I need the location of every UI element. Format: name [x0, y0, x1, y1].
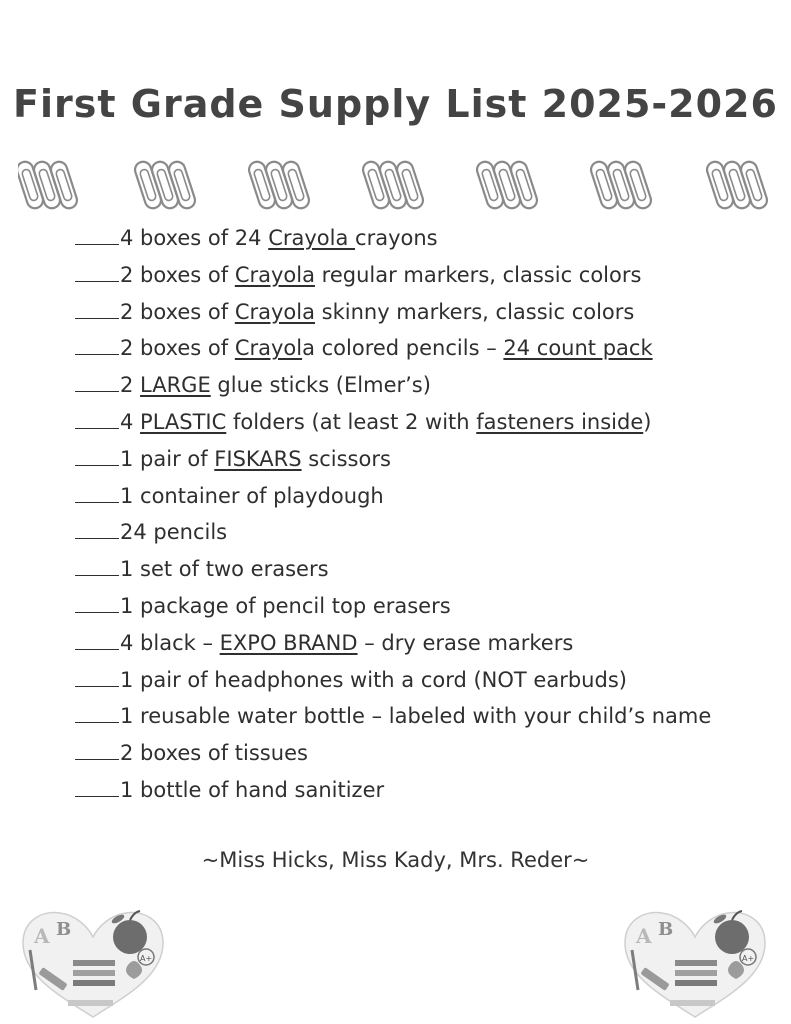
- supply-item-text: 4 black –: [120, 630, 220, 655]
- paperclip-icon: [264, 160, 294, 211]
- paperclip-icon: [49, 160, 79, 211]
- paperclip-icon: [167, 160, 197, 211]
- supply-item-text: 24 pencils: [120, 520, 228, 545]
- supply-list: [75, 222, 775, 811]
- checkoff-blank: [75, 520, 119, 539]
- svg-text:A+: A+: [742, 954, 755, 963]
- school-supplies-heart-icon-left: [18, 905, 168, 1020]
- paperclip-icon: [606, 160, 636, 211]
- supply-item: [75, 590, 775, 627]
- supply-item-text: crayons: [355, 226, 438, 250]
- supply-item: [75, 737, 775, 774]
- checkoff-blank: [75, 263, 119, 282]
- paperclip-icon: [492, 160, 522, 211]
- paperclip-icon: [150, 160, 180, 211]
- supply-item: [75, 406, 775, 443]
- supply-item: [75, 516, 775, 553]
- supply-item-text: 2 boxes of: [120, 299, 235, 324]
- teacher-signature: ~Miss Hicks, Miss Kady, Mrs. Reder~: [201, 848, 590, 872]
- supply-item-emphasis: EXPO BRAND: [219, 630, 358, 655]
- paperclip-icon: [18, 160, 45, 211]
- supply-item: [75, 259, 775, 296]
- supply-item-text: 1 bottle of hand sanitizer: [120, 777, 385, 802]
- checkoff-blank: [75, 373, 119, 392]
- checkoff-blank: [75, 447, 119, 466]
- supply-item-text: 4 boxes of 24: [120, 226, 269, 250]
- paperclip-icon: [361, 160, 391, 211]
- paperclip-icon: [32, 160, 62, 211]
- paperclip-icon: [705, 160, 735, 211]
- supply-item: [75, 627, 775, 664]
- supply-item-text: 1 set of two erasers: [120, 557, 329, 582]
- checkoff-blank: [75, 668, 119, 687]
- supply-item-text: regular markers, classic colors: [314, 262, 642, 287]
- checkoff-blank: [75, 410, 119, 429]
- supply-item-text: a colored pencils –: [302, 336, 504, 361]
- supply-item-emphasis: Crayola: [234, 262, 315, 287]
- checkoff-blank: [75, 484, 119, 503]
- supply-item-text: 2 boxes of tissues: [120, 741, 308, 766]
- supply-item: [75, 296, 775, 333]
- paperclip-icon: [475, 160, 505, 211]
- supply-item-text: 2: [120, 373, 141, 398]
- school-supplies-heart-icon: [18, 905, 168, 1020]
- supply-item: [75, 222, 775, 259]
- supply-item-text: 1 reusable water bottle – labeled with your child’s name: [120, 704, 712, 729]
- supply-item-emphasis: LARGE: [140, 373, 211, 398]
- supply-item-text: 1 pair of: [120, 446, 215, 471]
- school-supplies-heart-icon-right: [620, 905, 770, 1020]
- checkoff-blank: [75, 704, 119, 723]
- supply-item-emphasis: 24 count pack: [503, 336, 653, 361]
- svg-text:A: A: [636, 924, 652, 948]
- paperclip-icon: [509, 160, 539, 211]
- supply-item: [75, 664, 775, 701]
- paperclip-icon: [623, 160, 653, 211]
- supply-item: [75, 332, 775, 369]
- supply-item: [75, 443, 775, 480]
- supply-item-text: skinny markers, classic colors: [314, 299, 635, 324]
- supply-item-emphasis: fasteners inside: [476, 409, 644, 434]
- supply-item-text: 2 boxes of: [120, 262, 235, 287]
- svg-text:A+: A+: [140, 954, 153, 963]
- paperclip-icon: [395, 160, 425, 211]
- supply-item-text: scissors: [301, 446, 391, 471]
- checkoff-blank: [75, 594, 119, 613]
- checkoff-blank: [75, 226, 119, 245]
- supply-item-text: folders (at least 2 with: [226, 409, 477, 434]
- paperclip-icon: [378, 160, 408, 211]
- supply-item-text: 1 container of playdough: [120, 483, 384, 508]
- supply-item-emphasis: Crayola: [268, 226, 356, 250]
- paperclip-icon: [247, 160, 277, 211]
- supply-item-text: 1 pair of headphones with a cord (NOT earbuds): [120, 667, 627, 692]
- svg-text:B: B: [658, 919, 674, 940]
- checkoff-blank: [75, 336, 119, 355]
- supply-item-text: 4: [120, 409, 141, 434]
- svg-text:B: B: [56, 919, 72, 940]
- paperclip-icons: [18, 155, 778, 215]
- supply-item-text: 1 package of pencil top erasers: [120, 593, 451, 618]
- supply-item: [75, 553, 775, 590]
- svg-text:A: A: [34, 924, 50, 948]
- supply-item: [75, 700, 775, 737]
- paperclip-icon: [589, 160, 619, 211]
- supply-item-emphasis: Crayola: [234, 299, 315, 324]
- checkoff-blank: [75, 741, 119, 760]
- supply-item: [75, 480, 775, 517]
- supply-item: [75, 774, 775, 811]
- supply-item-text: 2 boxes of: [120, 336, 235, 361]
- supply-item-text: ): [643, 409, 652, 434]
- paperclip-border: [18, 155, 778, 215]
- supply-item-emphasis: PLASTIC: [140, 409, 227, 434]
- supply-item-emphasis: Crayol: [234, 336, 303, 361]
- paperclip-icon: [739, 160, 769, 211]
- checkoff-blank: [75, 778, 119, 797]
- checkoff-blank: [75, 557, 119, 576]
- supply-item-text: – dry erase markers: [357, 630, 574, 655]
- paperclip-icon: [281, 160, 311, 211]
- supply-item-emphasis: FISKARS: [214, 446, 302, 471]
- checkoff-blank: [75, 300, 119, 319]
- page-title: First Grade Supply List 2025-2026: [13, 82, 778, 126]
- supply-item-text: glue sticks (Elmer’s): [210, 373, 431, 398]
- checkoff-blank: [75, 631, 119, 650]
- paperclip-icon: [133, 160, 163, 211]
- paperclip-icon: [722, 160, 752, 211]
- supply-item: [75, 369, 775, 406]
- school-supplies-heart-icon: [620, 905, 770, 1020]
